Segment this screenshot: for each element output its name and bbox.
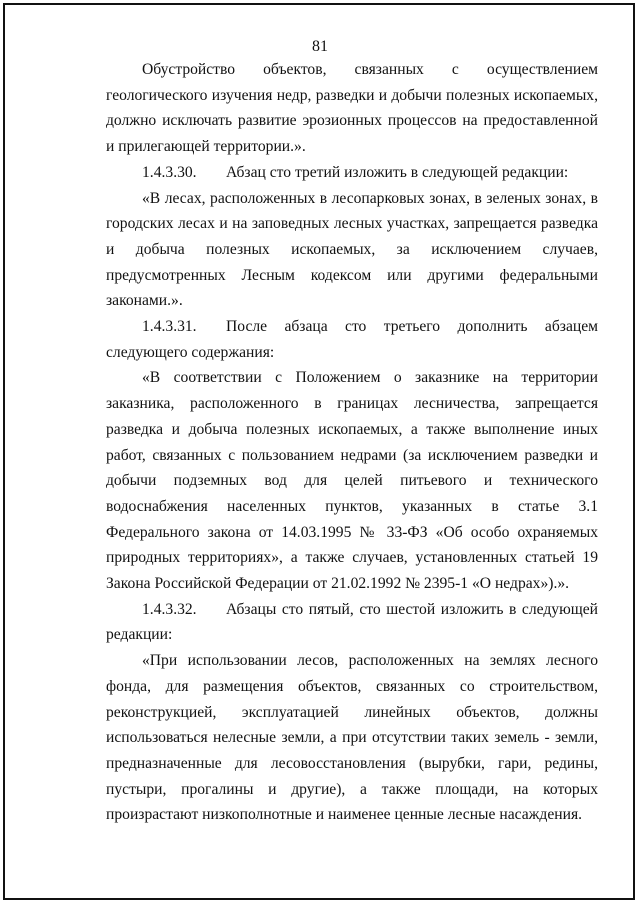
paragraph-text: «В лесах, расположенных в лесопарковых зонах, в зеленых зонах, в городских лесах и на заповедных лесных участках, запрещается разведка и добыча полезных ископаемых, за исключением случаев, предусмотренных Лесным кодексом или другими федеральными законами.». xyxy=(106,189,598,310)
paragraph-text: После абзаца сто третьего дополнить абзацем следующего содержания: xyxy=(106,318,598,361)
paragraph-continuation xyxy=(106,57,598,160)
paragraph-quote xyxy=(106,186,598,315)
clause-number: 1.4.3.31. xyxy=(142,318,197,336)
paragraph-quote xyxy=(106,365,598,596)
paragraph-text: Абзацы сто пятый, сто шестой изложить в следующей редакции: xyxy=(106,600,598,644)
document-body xyxy=(106,57,598,828)
paragraph-text: Обустройство объектов, связанных с осуществлением геологического изучения недр, разведки и добычи полезных ископаемых, должно исключать развитие эрозионных процессов на предоставленной и прилегающей территории.». xyxy=(106,61,598,156)
paragraph-clause xyxy=(106,160,598,186)
paragraph-text: Абзац сто третий изложить в следующей редакции: xyxy=(226,163,569,181)
paragraph-text: «При использовании лесов, расположенных на землях лесного фонда, для размещения объектов, связанных со строительством, реконструкцией, эксплуатацией линейных объектов, должны использоваться нелесные земли, а при отсутствии таких земель - земли, предназначенные для лесовосстановления (вырубки, гари, редины, пустыри, прогалины и другие), а также площади, на которых произрастают низкополнотные и наименее ценные лесные насаждения. xyxy=(106,652,598,824)
paragraph-quote xyxy=(106,648,598,828)
clause-number: 1.4.3.32. xyxy=(142,600,197,618)
page-number: 81 xyxy=(312,38,328,55)
paragraph-text: «В соответствии с Положением о заказнике на территории заказника, расположенного в границах лесничества, запрещается разведка и добыча полезных ископаемых, а также выполнение иных работ, связанных с пользованием недрами (за исключением разведки и добычи подземных вод для целей питьевого и технического водоснабжения населенных пунктов, указанных в статье 3.1 Федерального закона от 14.03.1995 № 33-ФЗ «Об особо охраняемых природных территориях», а также случаев, установленных статьей 19 Закона Российской Федерации от 21.02.1992 № 2395-1 «О недрах»).». xyxy=(106,369,598,593)
paragraph-clause xyxy=(106,314,598,365)
clause-number: 1.4.3.30. xyxy=(142,163,197,181)
paragraph-clause xyxy=(106,597,598,648)
